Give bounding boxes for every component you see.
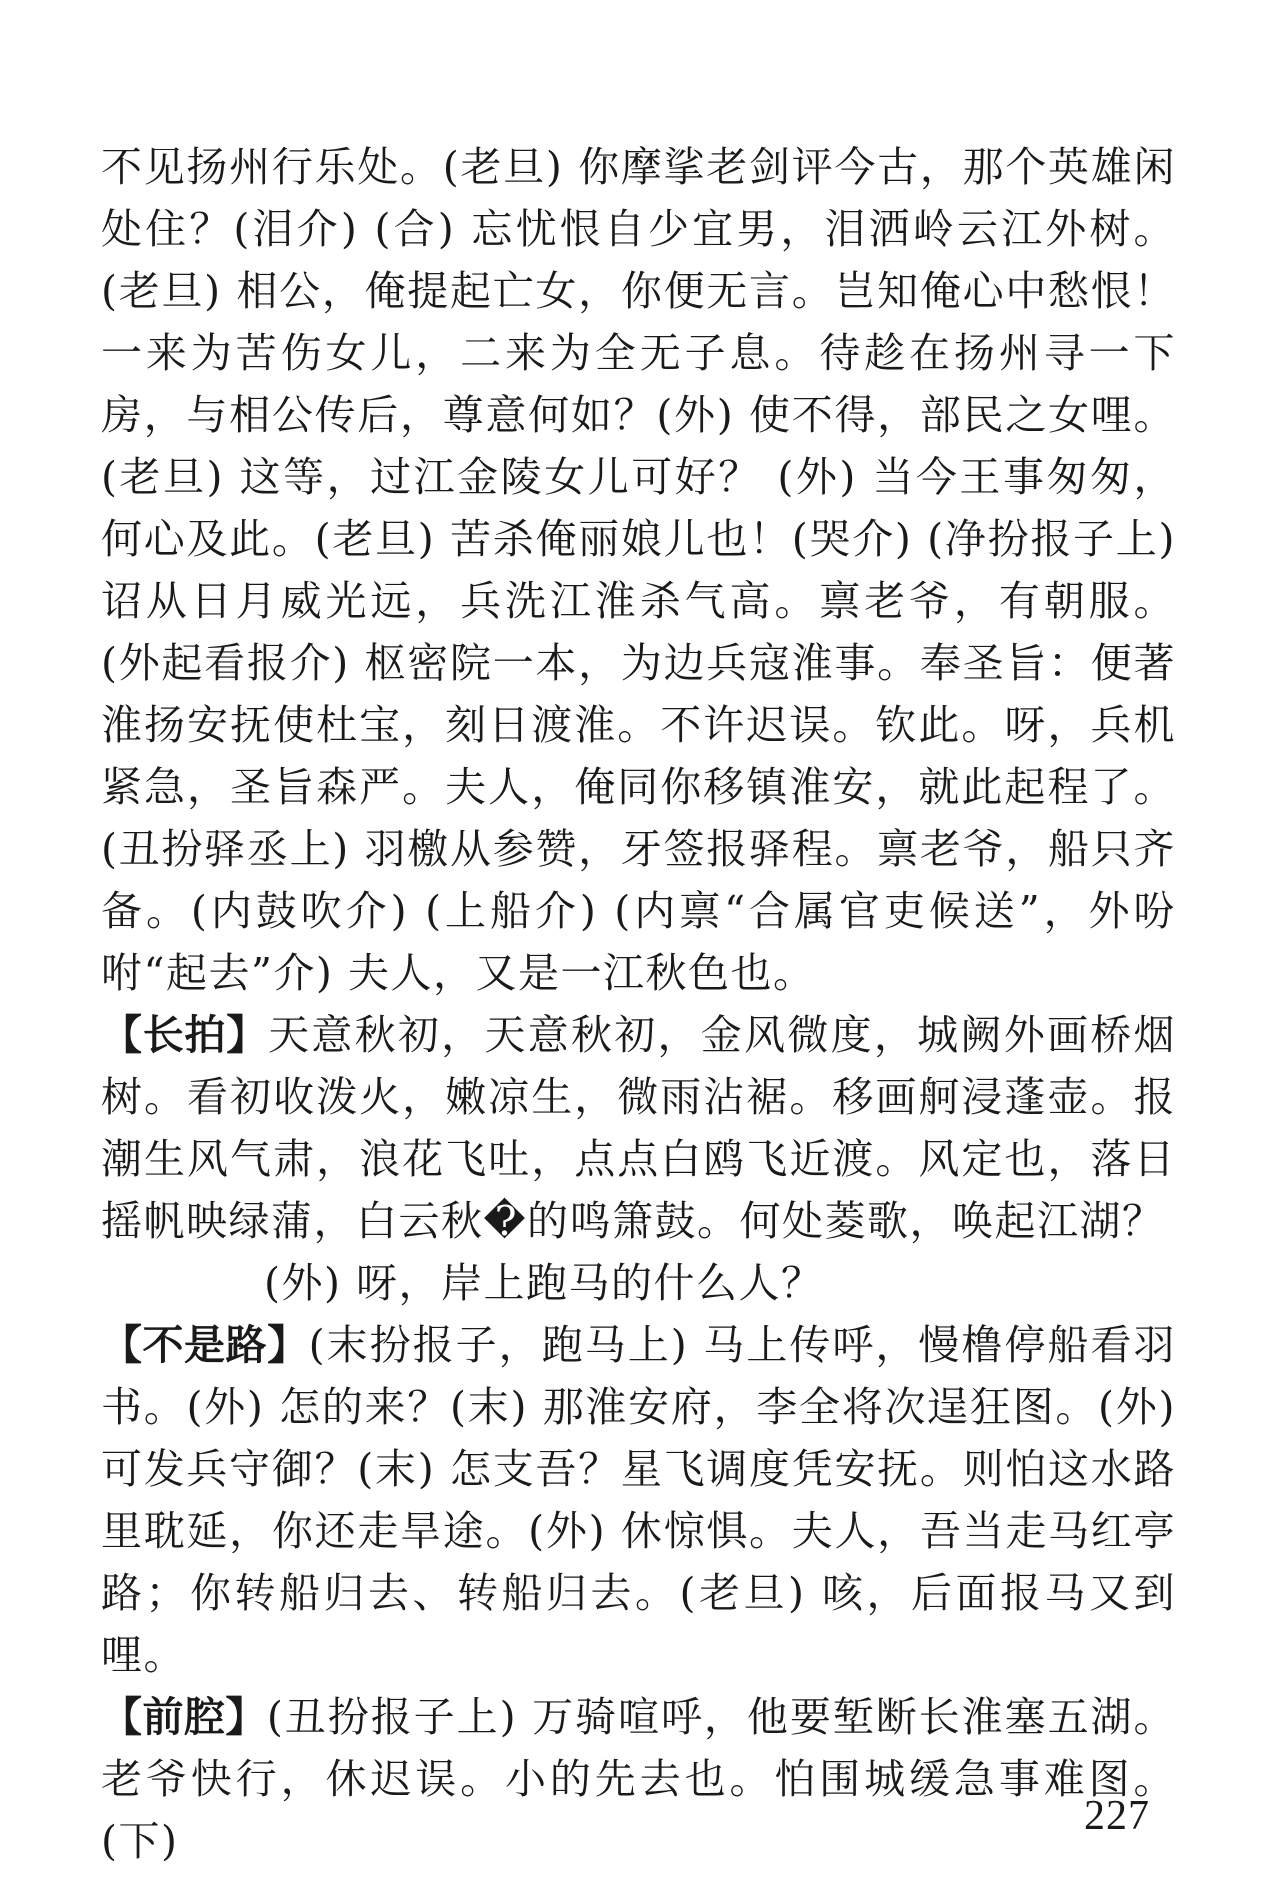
paragraph-text: (外) 呀，岸上跑马的什么人？ [264, 1259, 824, 1307]
paragraph-stage-direction [101, 1252, 1176, 1314]
paragraph-text: (丑扮报子上) 万骑喧呼，他要堑断长淮塞五湖。老爷快行，休迟误。小的先去也。怕围城缓急事难图。 (下) [101, 1693, 1176, 1865]
paragraph-text: 天意秋初，天意秋初，金风微度，城阙外画桥烟树。看初收泼火，嫩凉生，微雨沾裾。移画舸浸蓬壶。报潮生风气肃，浪花飞吐，点点白鸥飞近渡。风定也，落日摇帆映绿蒲，白云秋�的鸣箫鼓。何处菱歌，唤起江湖？ [101, 1011, 1177, 1245]
tune-title: 【不是路】 [101, 1321, 309, 1369]
paragraph-bushilu [101, 1314, 1176, 1686]
paragraph-text: (末扮报子，跑马上) 马上传呼，慢橹停船看羽书。(外) 怎的来？(末) 那淮安府，李全将次逞狂图。(外) 可发兵守御？(末) 怎支吾？星飞调度凭安抚。则怕这水路里耽延，你还走旱途。(外) 休惊惧。夫人，吾当走马红亭路；你转船归去、转船归去。(老旦) 咳，后面报马又到哩。 [101, 1321, 1176, 1679]
page-number: 227 [1084, 1793, 1150, 1839]
main-text [101, 136, 1176, 1872]
tune-title: 【长拍】 [101, 1011, 269, 1059]
paragraph-changpai [101, 1004, 1176, 1252]
tune-title: 【前腔】 [101, 1693, 267, 1741]
paragraph-text: 不见扬州行乐处。(老旦) 你摩挲老剑评今古，那个英雄闲处住？(泪介) (合) 忘忧恨自少宜男，泪洒岭云江外树。(老旦) 相公，俺提起亡女，你便无言。岂知俺心中愁恨！一来为苦伤女儿，二来为全无子息。待趁在扬州寻一下房，与相公传后，尊意何如？(外) 使不得，部民之女哩。(老旦) 这等，过江金陵女儿可好？ (外) 当今王事匆匆，何心及此。(老旦) 苦杀俺丽娘儿也！(哭介) (净扮报子上) 诏从日月威光远，兵洗江淮杀气高。禀老爷，有朝服。(外起看报介) 枢密院一本，为边兵寇淮事。奉圣旨：便著淮扬安抚使杜宝，刻日渡淮。不许迟误。钦此。呀，兵机紧急，圣旨森严。夫人，俺同你移镇淮安，就此起程了。(丑扮驿丞上) 羽檄从参赞，牙签报驿程。禀老爷，船只齐备。(内鼓吹介) (上船介) (内禀“合属官吏候送”，外吩咐“起去”介) 夫人，又是一江秋色也。 [101, 143, 1176, 997]
paragraph-dialogue [101, 136, 1176, 1004]
paragraph-qianqiang [101, 1686, 1176, 1872]
